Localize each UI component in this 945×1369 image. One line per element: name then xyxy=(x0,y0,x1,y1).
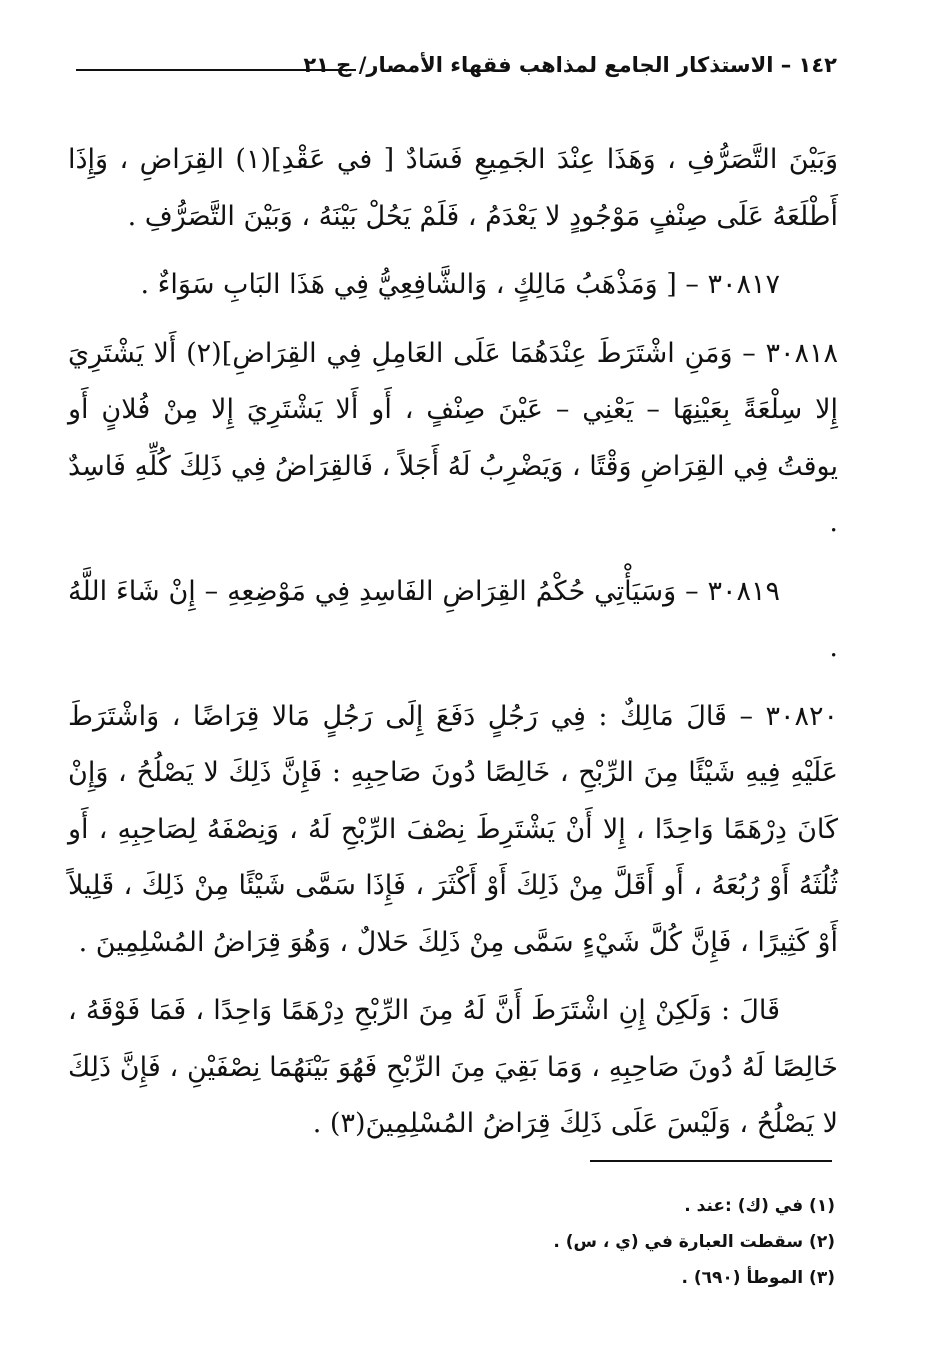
header-rule xyxy=(76,69,356,71)
footnote-1: (١) في (ك) :عند . xyxy=(684,1196,835,1216)
paragraph-30820: ٣٠٨٢٠ – قَالَ مَالِكٌ : فِي رَجُلٍ دَفَعَ إِلَى رَجُلٍ مَالا قِرَاضًا ، وَاشْتَرَطَ عَلَيْهِ فِيهِ شَيْئًا مِنَ الرِّبْحِ ، خَالِصًا دُونَ صَاحِبِهِ : فَإِنَّ ذَلِكَ لا يَصْلُحُ ، وَإِنْ كَانَ دِرْهَمًا وَاحِدًا ، إِلا أَنْ يَشْتَرِطَ نِصْفَ الرِّبْحِ لَهُ ، وَنِصْفَهُ لِصَاحِبِهِ ، أَو ثُلُثَهُ أَوْ رُبُعَهُ ، أَو أَقَلَّ مِنْ ذَلِكَ أَوْ أَكْثَرَ ، فَإِذَا سَمَّى شَيْئًا مِنْ ذَلِكَ ، قَلِيلاً أَوْ كَثِيرًا ، فَإِنَّ كُلَّ شَيْءٍ سَمَّى مِنْ ذَلِكَ حَلالٌ ، وَهُوَ قِرَاضُ المُسْلِمِينَ . xyxy=(68,700,838,958)
paragraph-30817: ٣٠٨١٧ – [ وَمَذْهَبُ مَالِكٍ ، وَالشَّافِعِيُّ فِي هَذَا البَابِ سَوَاءٌ . xyxy=(140,269,780,300)
footnote-3: (٣) الموطأ (٦٩٠) . xyxy=(681,1268,835,1288)
paragraph-30818: ٣٠٨١٨ – وَمَنِ اشْتَرَطَ عِنْدَهُمَا عَلَى العَامِلِ فِي القِرَاضِ](٢) أَلا يَشْتَرِيَ إِلا سِلْعَةً بِعَيْنِهَا – يَعْنِي – عَيْنَ صِنْفٍ ، أَو أَلا يَشْتَرِيَ إِلا مِنْ فُلانٍ أَو يوقتُ فِي القِرَاضِ وَقْتًا ، وَيَضْرِبُ لَهُ أَجَلاً ، فَالقِرَاضُ فِي ذَلِكَ كُلِّهِ فَاسِدٌ . xyxy=(67,337,838,538)
footnotes xyxy=(335,1188,835,1296)
footnote-2: (٢) سقطت العبارة في (ي ، س) . xyxy=(553,1232,835,1252)
running-header: ١٤٢ – الاستذكار الجامع لمذاهب فقهاء الأمصار/ ج ٢١ xyxy=(303,53,837,77)
paragraph-qala: قَالَ : وَلَكِنْ إِنِ اشْتَرَطَ أَنَّ لَهُ مِنَ الرِّبْحِ دِرْهَمًا وَاحِدًا ، فَمَا فَوْقَهُ ، خَالِصًا لَهُ دُونَ صَاحِبِهِ ، وَمَا بَقِيَ مِنَ الرِّبْحِ فَهُوَ بَيْنَهُمَا نِصْفَيْنِ ، فَإِنَّ ذَلِكَ لا يَصْلُحُ ، وَلَيْسَ عَلَى ذَلِكَ قِرَاضُ المُسْلِمِينَ(٣) . xyxy=(68,995,838,1139)
paragraph-30819: ٣٠٨١٩ – وَسَيَأْتِي حُكْمُ القِرَاضِ الفَاسِدِ فِي مَوْضِعِهِ – إِنْ شَاءَ اللَّهُ . xyxy=(68,575,838,663)
footnote-separator xyxy=(590,1160,832,1162)
main-text xyxy=(68,132,838,1165)
paragraph-continuation: وَبَيْنَ التَّصَرُّفِ ، وَهَذَا عِنْدَ الجَمِيعِ فَسَادٌ [ في عَقْدِ](١) القِرَاضِ ، وَإِذَا أَطْلَعَهُ عَلَى صِنْفٍ مَوْجُودٍ لا يَعْدَمُ ، فَلَمْ يَحُلْ بَيْنَهُ ، وَبَيْنَ التَّصَرُّفِ . xyxy=(68,144,839,232)
